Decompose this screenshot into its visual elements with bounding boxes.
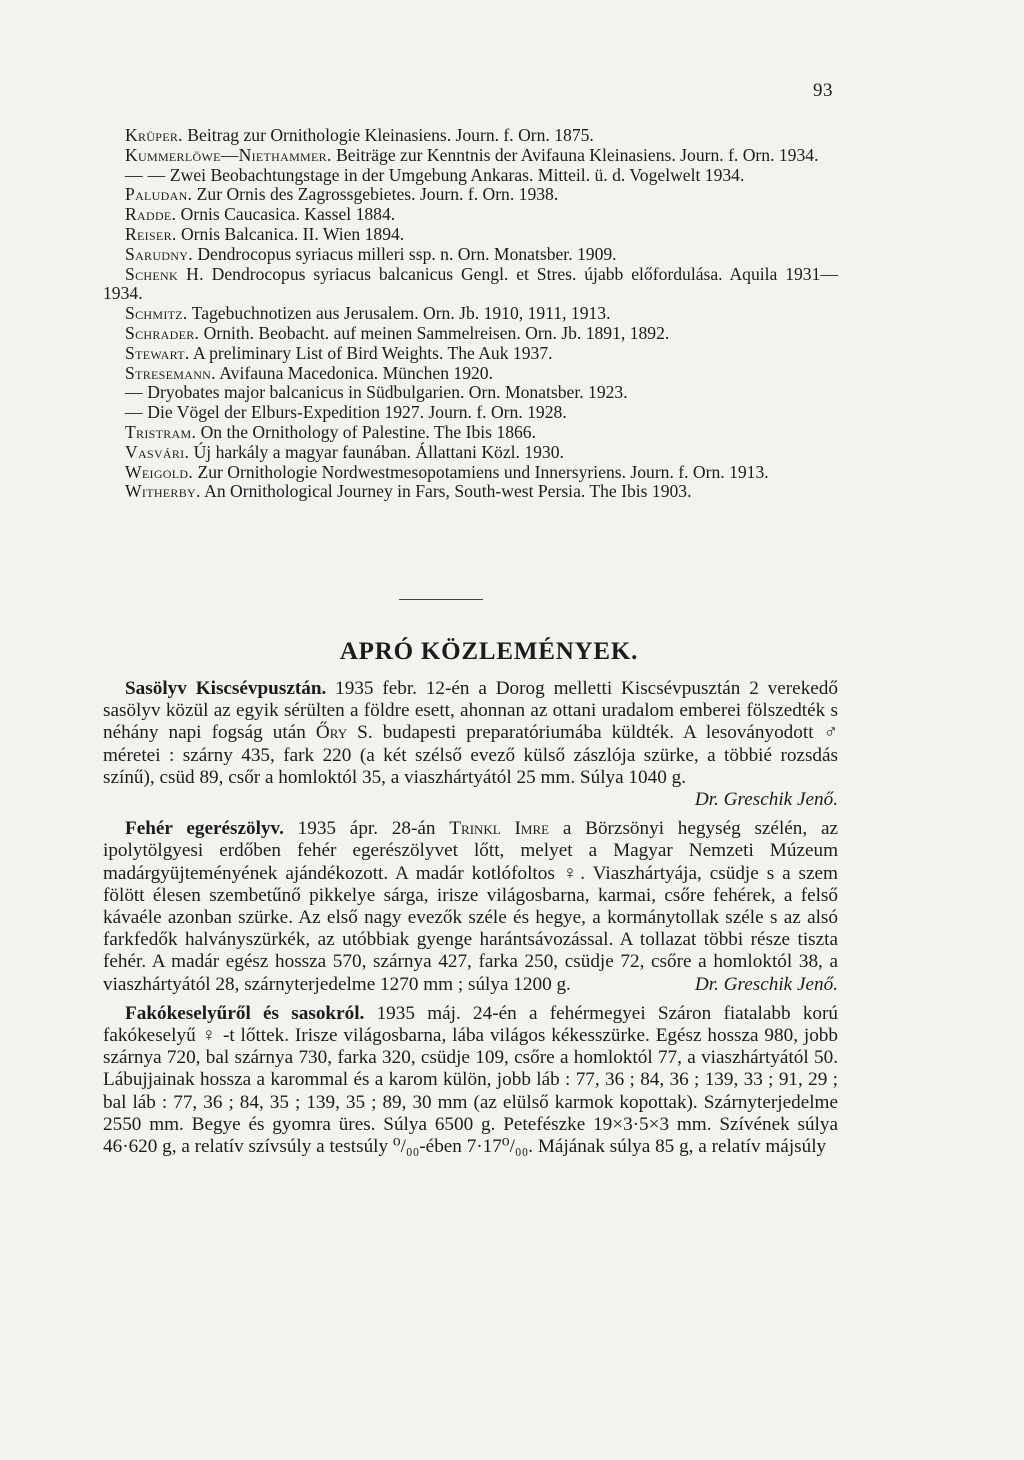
- reference-author: Krüper.: [125, 125, 183, 145]
- reference-text: Tagebuchnotizen aus Jerusalem. Orn. Jb. 1910, 1911, 1913.: [187, 303, 611, 324]
- note-text-continued: budapesti preparatóriumába küldték. A lesoványodott ♂ méretei : szárny 435, fark 220 (a két szélső evező külső zászlója szürke, a többié rozsdás színű), csüd 89, csőr a homloktól 35, a viaszhártyától 25 mm. Súlya 1040 g.: [103, 722, 838, 788]
- reference-author: Stewart.: [125, 342, 190, 363]
- reference-author: —: [125, 382, 143, 403]
- reference-entry: [103, 185, 838, 205]
- reference-author: Stresemann.: [125, 362, 216, 383]
- reference-text: Beitrag zur Ornithologie Kleinasiens. Journ. f. Orn. 1875.: [182, 125, 594, 145]
- note-text-continued: a Börzsönyi hegység szélén, az ipolytölgyesi erdőben fehér egerészölyvet lőtt, melyet a Magyar Nemzeti Múzeum madárgyüjteményének ajándékozott. A madár kotlófoltos ♀. Viaszhártyája, csüdje s a szem fölött élesen szembetűnő pikkelye sárga, irisze világosbarna, karmai, csőre fehérek, a felső kávaéle azonban szürke. Az első nagy evezők széle és hegye, a kormánytollak széle s az alsó farkfedők halványszürkék, az utóbbiak gyenge harántsávozással. A tollazat többi része tiszta fehér. A madár egész hossza 570, szárnya 427, farka 250, csüdje 72, csőre a homloktól 38, a viaszhártyától 28, szárnyterjedelme 1270 mm ; súlya 1200 g.: [103, 818, 839, 995]
- reference-author: Vasvári.: [125, 441, 190, 462]
- reference-text: Zur Ornithologie Nordwestmesopotamiens und Innersyriens. Journ. f. Orn. 1913.: [193, 461, 769, 482]
- divider: [399, 599, 483, 600]
- reference-entry: [103, 126, 838, 146]
- reference-text: Ornith. Beobacht. auf meinen Sammelreisen. Orn. Jb. 1891, 1892.: [199, 322, 670, 343]
- reference-author: Sarudny.: [125, 243, 193, 264]
- reference-author: Schenk H.: [125, 263, 204, 284]
- reference-author: Tristram.: [125, 421, 197, 442]
- reference-text: A preliminary List of Bird Weights. The Auk 1937.: [189, 342, 553, 363]
- note-signature: Dr. Greschik Jenő.: [694, 973, 838, 995]
- reference-entry: [103, 443, 838, 463]
- reference-entry: [103, 403, 838, 423]
- reference-list: [103, 126, 838, 502]
- reference-entry: [103, 205, 838, 225]
- reference-author: Reiser.: [125, 223, 177, 244]
- reference-text: Dendrocopus syriacus milleri ssp. n. Orn. Monatsber. 1909.: [192, 243, 617, 264]
- note-paragraph: [103, 1003, 838, 1158]
- reference-entry: [103, 304, 838, 324]
- note-text: 1935 máj. 24-én a fehérmegyei Száron fiatalabb korú fakókeselyű ♀ -t lőttek. Irisze világosbarna, lába világos kékesszürke. Egész hossza 980, jobb szárnya 720, bal szárnya 730, farka 320, csüdje 109, csőre a homloktól 77, a viaszhártyától 50. Lábujjainak hossza a karommal és a karom külön, jobb láb : 77, 36 ; 84, 36 ; 139, 33 ; 91, 29 ; bal láb : 77, 36 ; 84, 35 ; 139, 35 ; 89, 30 mm (az elülső karmok kopottak). Szárnyterjedelme 2550 mm. Begye és gyomra üres. Súlya 6500 g. Petefészke 19×3·5×3 mm. Szívének súlya 46·620 g, a relatív szívsúly a testsúly ⁰/₀₀-ében 7·17⁰/₀₀. Májának súlya 85 g, a relatív májsúly: [103, 1002, 838, 1158]
- reference-entry: [103, 463, 838, 483]
- reference-text: Zwei Beobachtungstage in der Umgebung Ankaras. Mitteil. ü. d. Vogelwelt 1934.: [165, 164, 745, 185]
- page-number: 93: [813, 80, 833, 101]
- reference-author: Schrader.: [125, 322, 200, 343]
- notes-section: [103, 678, 838, 1165]
- reference-entry: [103, 482, 838, 502]
- reference-author: Paludan.: [125, 184, 193, 205]
- reference-author: — —: [125, 164, 166, 185]
- note-title: Fakókeselyűről és sasokról.: [125, 1002, 365, 1024]
- reference-text: Ornis Caucasica. Kassel 1884.: [176, 204, 396, 225]
- reference-entry: [103, 423, 838, 443]
- reference-text: Dryobates major balcanicus in Südbulgarien. Orn. Monatsber. 1923.: [142, 382, 628, 403]
- reference-entry: [103, 265, 838, 305]
- reference-author: Kummerlöwe—Niethammer.: [125, 144, 332, 165]
- reference-text: Dendrocopus syriacus balcanicus Gengl. et Stres. újabb előfordulása. Aquila 1931—1934.: [103, 263, 838, 304]
- note-person-name: Trinkl Imre: [449, 818, 550, 840]
- reference-text: Zur Ornis des Zagrossgebietes. Journ. f. Orn. 1938.: [192, 184, 559, 205]
- note-paragraph: [103, 818, 838, 996]
- reference-text: An Ornithological Journey in Fars, South-west Persia. The Ibis 1903.: [200, 481, 692, 502]
- reference-entry: [103, 344, 838, 364]
- reference-entry: [103, 245, 838, 265]
- note-text: 1935 ápr. 28-án: [283, 818, 450, 840]
- reference-text: Beiträge zur Kenntnis der Avifauna Kleinasiens. Journ. f. Orn. 1934.: [331, 144, 819, 165]
- reference-text: On the Ornithology of Palestine. The Ibis 1866.: [196, 421, 536, 442]
- note-person-name: Őry S.: [315, 722, 373, 744]
- note-signature: Dr. Greschik Jenő.: [694, 789, 838, 811]
- reference-text: Die Vögel der Elburs-Expedition 1927. Journ. f. Orn. 1928.: [142, 402, 567, 423]
- note-title: Fehér egerészölyv.: [125, 818, 284, 840]
- reference-author: Schmitz.: [125, 303, 188, 324]
- note-text: 1935 febr. 12-én a Dorog melletti Kiscsévpusztán 2 verekedő sasölyv közül az egyik sérülten a földre esett, ahonnan az ottani uradalom emberei fölszedték s néhány napi fogság után: [103, 678, 838, 744]
- reference-author: Witherby.: [125, 481, 201, 502]
- reference-entry: [103, 383, 838, 403]
- note-title: Sasölyv Kiscsévpusztán.: [125, 678, 327, 699]
- reference-text: Avifauna Macedonica. München 1920.: [215, 362, 494, 383]
- reference-entry: [103, 146, 838, 166]
- reference-entry: [103, 225, 838, 245]
- reference-entry: [103, 324, 838, 344]
- note-paragraph: [103, 678, 838, 811]
- reference-author: —: [125, 402, 143, 423]
- section-title: APRÓ KÖZLEMÉNYEK.: [339, 638, 639, 665]
- reference-text: Új harkály a magyar faunában. Állattani Közl. 1930.: [189, 441, 564, 462]
- reference-text: Ornis Balcanica. II. Wien 1894.: [176, 223, 405, 244]
- reference-entry: [103, 166, 838, 186]
- reference-author: Radde.: [125, 204, 177, 225]
- reference-author: Weigold.: [125, 461, 194, 482]
- reference-entry: [103, 364, 838, 384]
